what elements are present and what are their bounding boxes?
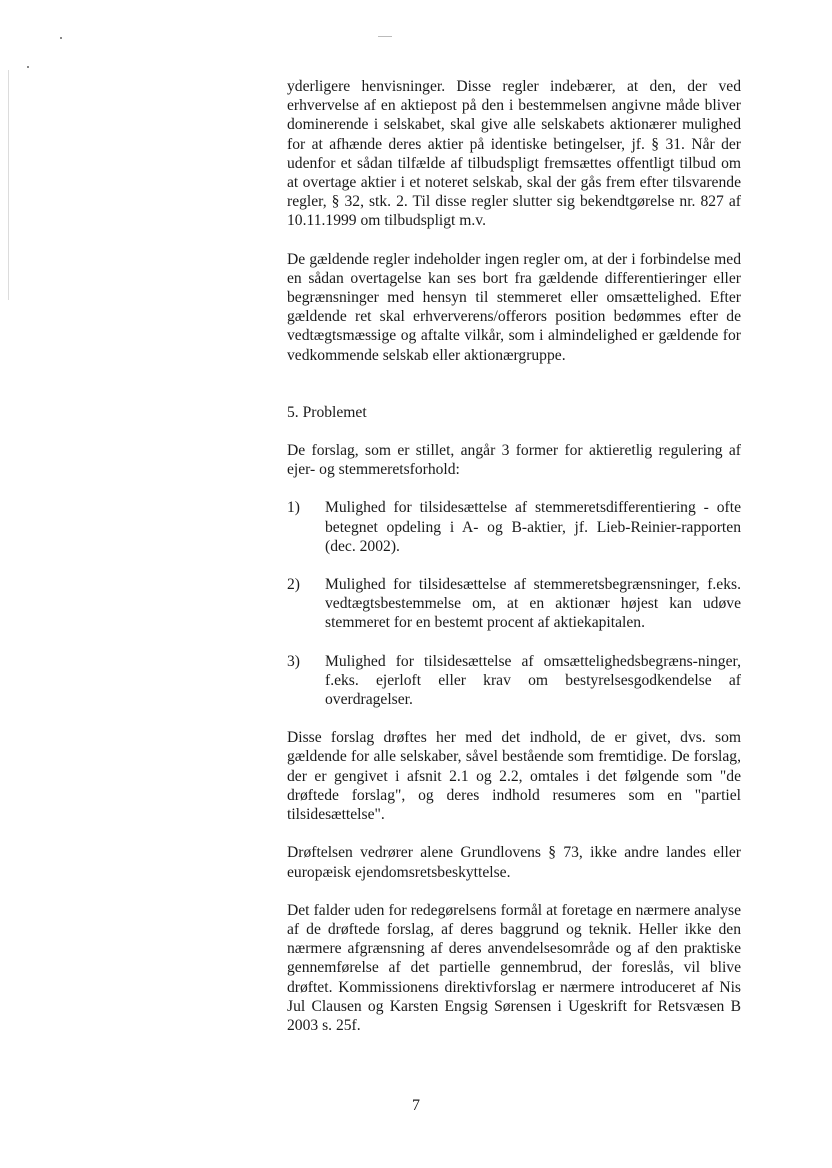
page-number: 7	[412, 1097, 420, 1114]
scan-speck	[60, 37, 62, 39]
list-item-text: Mulighed for tilsidesættelse af stemmeretsbegrænsninger, f.eks. vedtægtsbestemmelse om, at en aktionær højest kan udøve stemmeret for en bestemt procent af aktiekapitalen.	[325, 576, 741, 632]
list-item-text: Mulighed for tilsidesættelse af stemmeretsdifferentiering - ofte betegnet opdeling i A- og B-aktier, jf. Lieb-Reinier-rapporten (dec. 2002).	[325, 499, 741, 555]
scan-speck	[27, 66, 29, 68]
paragraph-constitution: Drøftelsen vedrører alene Grundlovens § 73, ikke andre landes eller europæisk ejendomsretsbeskyttelse.	[287, 844, 741, 881]
document-body	[287, 77, 741, 1035]
list-item-number: 1)	[287, 499, 300, 517]
list-item	[287, 575, 741, 633]
list-item	[287, 652, 741, 710]
paragraph-tender-rules: yderligere henvisninger. Disse regler indebærer, at den, der ved erhvervelse af en aktiepost på den i bestemmelsen angivne måde bliver dominerende i selskabet, skal give alle selskabets aktionærer mulighed for at afhænde deres aktier på identiske betingelser, jf. § 31. Når der udenfor et sådan tilfælde af tilbudspligt fremsættes offentligt tilbud om at overtage aktier i et noteret selskab, skal der gås frem efter tilsvarende regler, § 32, stk. 2. Til disse regler slutter sig bekendtgørelse nr. 827 af 10.11.1999 om tilbudspligt m.v.	[287, 78, 741, 230]
scan-margin-line	[8, 70, 9, 300]
section-heading: 5. Problemet	[287, 403, 367, 421]
paragraph-discussion-scope: Disse forslag drøftes her med det indhold, de er givet, dvs. som gældende for alle selskaber, såvel bestående som fremtidige. De forslag, der er gengivet i afsnit 2.1 og 2.2, omtales i det følgende som "de drøftede forslag", og deres indhold resumeres som en "partiel tilsidesættelse".	[287, 729, 741, 824]
scan-speck	[378, 36, 392, 37]
proposal-list	[287, 498, 741, 709]
list-item-number: 2)	[287, 576, 300, 594]
list-item-text: Mulighed for tilsidesættelse af omsættelighedsbegræns-ninger, f.eks. ejerloft eller krav om bestyrelsesgodkendelse af overdragelser.	[325, 652, 741, 709]
paragraph-purpose-limits: Det falder uden for redegørelsens formål at foretage en nærmere analyse af de drøftede forslag, af deres baggrund og teknik. Heller ikke den nærmere afgrænsning af deres anvendelsesområde og af den praktiske gennemførelse af det partielle gennembrud, der foreslås, vil blive drøftet. Kommissionens direktivforslag er nærmere introduceret af Nis Jul Clausen og Karsten Engsig Sørensen i Ugeskrift for Retsvæsen B 2003 s. 25f.	[287, 901, 741, 1034]
list-item	[287, 498, 741, 556]
paragraph-proposals-intro: De forslag, som er stillet, angår 3 former for aktieretlig regulering af ejer- og stemmeretsforhold:	[287, 442, 741, 479]
paragraph-current-rules: De gældende regler indeholder ingen regler om, at der i forbindelse med en sådan overtagelse kan ses bort fra gældende differentieringer eller begrænsninger med hensyn til stemmeret eller omsættelighed. Efter gældende ret skal erhververens/offerors position bedømmes efter de vedtægtsmæssige og aftalte vilkår, som i almindelighed er gældende for vedkommende selskab eller aktionærgruppe.	[287, 250, 741, 364]
list-item-number: 3)	[287, 652, 300, 670]
